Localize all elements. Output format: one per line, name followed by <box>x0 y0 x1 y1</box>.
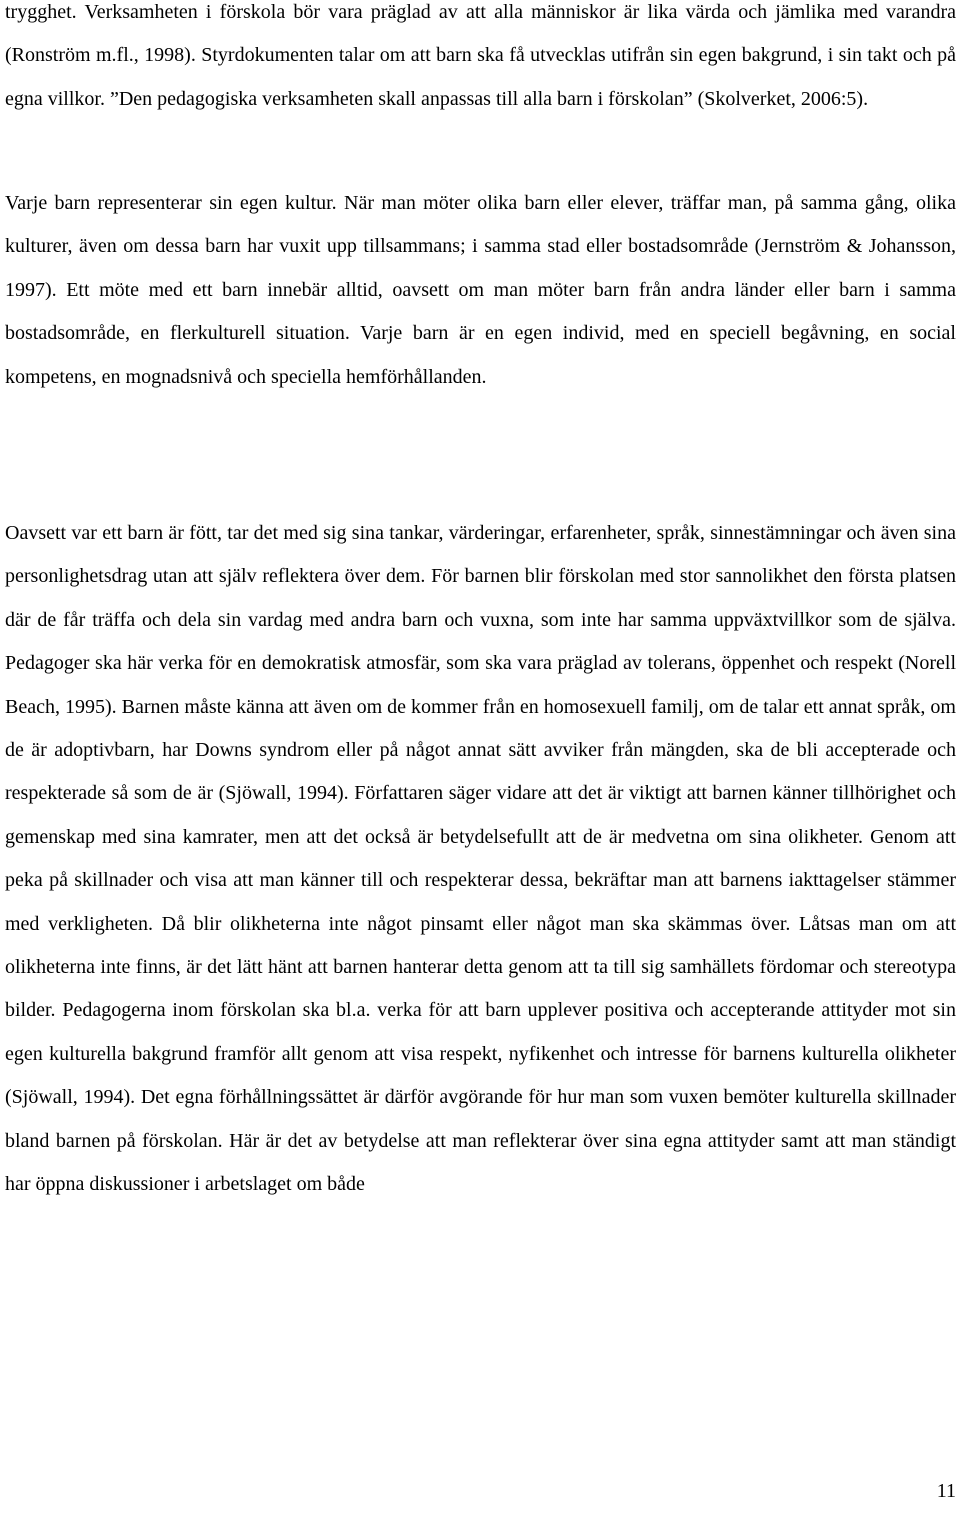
paragraph-3: Oavsett var ett barn är fött, tar det med sig sina tankar, värderingar, erfarenheter, språk, sinnestämningar och även sina personlighetsdrag utan att själv reflektera över dem. För barnen blir förskolan med stor sannolikhet den första platsen där de får träffa och dela sin vardag med andra barn och vuxna, som inte har samma uppväxtvillkor som de själva. Pedagoger ska här verka för en demokratisk atmosfär, som ska vara präglad av tolerans, öppenhet och respekt (Norell Beach, 1995). Barnen måste känna att även om de kommer från en homosexuell familj, om de talar ett annat språk, om de är adoptivbarn, har Downs syndrom eller på något annat sätt avviker från mängden, ska de bli accepterade och respekterade så som de är (Sjöwall, 1994). Författaren säger vidare att det är viktigt att barnen känner tillhörighet och gemenskap med sina kamrater, men att det också är betydelsefullt att de är medvetna om sina olikheter. Genom att peka på skillnader och visa att man känner till och respekterar dessa, bekräftar man att barnens iakttagelser stämmer med verkligheten. Då blir olikheterna inte något pinsamt eller något man ska skämmas över. Låtsas man om att olikheterna inte finns, är det lätt hänt att barnen hanterar detta genom att ta till sig samhällets fördomar och stereotypa bilder. Pedagogerna inom förskolan ska bl.a. verka för att barn upplever positiva och accepterande attityder mot sin egen kulturella bakgrund framför allt genom att visa respekt, nyfikenhet och intresse för barnens kulturella olikheter (Sjöwall, 1994). Det egna förhållningssättet är därför avgörande för hur man som vuxen bemöter kulturella skillnader bland barnen på förskolan. Här är det av betydelse att man reflekterar över sina egna attityder samt att man ständigt har öppna diskussioner i arbetslaget om både <box>5 522 956 1196</box>
page-number: 11 <box>936 1480 956 1502</box>
paragraph-1: trygghet. Verksamheten i förskola bör vara präglad av att alla människor är lika värda och jämlika med varandra (Ronström m.fl., 1998). Styrdokumenten talar om att barn ska få utvecklas utifrån sin egen bakgrund, i sin takt och på egna villkor. ”Den pedagogiska verksamheten skall anpassas till alla barn i förskolan” (Skolverket, 2006:5). <box>5 1 956 110</box>
document-page <box>5 0 956 1517</box>
paragraph-2: Varje barn representerar sin egen kultur. När man möter olika barn eller elever, träffar man, på samma gång, olika kulturer, även om dessa barn har vuxit upp tillsammans; i samma stad eller bostadsområde (Jernström & Johansson, 1997). Ett möte med ett barn innebär alltid, oavsett om man möter barn från andra länder eller barn i samma bostadsområde, en flerkulturell situation. Varje barn är en egen individ, med en speciell begåvning, en social kompetens, en mognadsnivå och speciella hemförhållanden. <box>5 192 956 388</box>
